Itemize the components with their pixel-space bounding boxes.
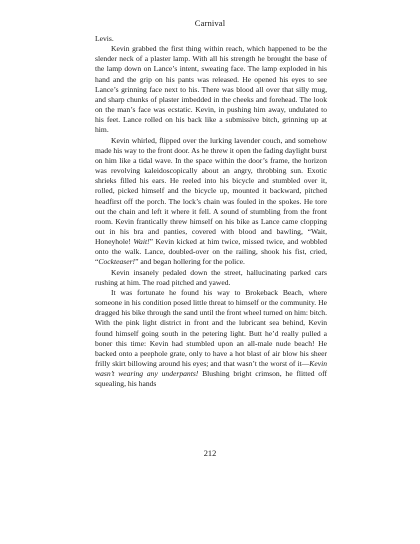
page-number: 212	[203, 449, 217, 458]
running-head: Carnival	[194, 18, 226, 28]
body-text	[95, 34, 327, 389]
italic-text-run: Wait!	[133, 237, 150, 247]
paragraph	[95, 268, 327, 288]
paragraph	[95, 288, 327, 390]
italic-text-run: Kevin wasn’t wearing any underpants!	[95, 359, 327, 379]
paragraph	[95, 34, 327, 44]
text-run: It was fortunate he found his way to Brokeback Beach, where someone in his condition posed little threat to himself or the community. He dragged his bike through the sand until the front wheel turned on him: bitch. With the pink light district in front and the lubricant sea behind, Kevin found himself going south in the petering light. Butt he’d really pulled a boner this time: Kevin had stumbled upon an all-male nude beach! He backed onto a peephole grate, only to have a hot blast of air blow his sheer frilly skirt billowing around his eyes; and that wasn’t the worst of it—	[95, 287, 327, 368]
paragraph	[95, 44, 327, 135]
text-run: ” Kevin kicked at him twice, missed twice, and wobbled onto the walk. Lance, doubled-over on the railing, shook his fist, cried, “	[95, 237, 328, 267]
paragraph	[95, 136, 327, 268]
text-run: Kevin insanely pedaled down the street, hallucinating parked cars rushing at him. The road pitched and yawed.	[95, 267, 327, 287]
italic-text-run: Cockteaser!	[98, 257, 136, 267]
text-run: ” and began hollering for the police.	[135, 257, 245, 267]
text-run: Blushing bright crimson, he flitted off squealing, his hands	[95, 369, 327, 389]
text-run: Levis.	[95, 34, 114, 43]
text-run: Kevin whirled, flipped over the lurking lavender couch, and somehow made his way to the front door. As he threw it open the fading daylight burst on him like a tidal wave. In the space within the door’s frame, the horizon was revolving kaleidoscopically about an angry, throbbing sun. Exotic shrieks filled his ears. He reeled into his bicycle and stumbled over it, rolled, picked himself and the bicycle up, mounted it backward, pitched headfirst off the porch. The lock’s chain was fouled in the spokes. He tore out the chain and left it where it fell. A sound of stumbling from the front room. Kevin frantically threw himself on his bike as Lance came clopping out in his bra and panties, covered with blood and bawling, “Wait, Honeyhole!	[95, 135, 327, 247]
text-run: Kevin grabbed the first thing within reach, which happened to be the slender neck of a plaster lamp. With all his strength he brought the base of the lamp down on Lance’s intent, sweating face. The lamp exploded in his hand and the grip on his pants was released. He opened his eyes to see Lance’s grinning face next to his. There was blood all over that silly mug, and sharp chunks of plaster imbedded in the cheeks and forehead. The look on the man’s face was ecstatic. Kevin, in pushing him away, undulated to his feet. Lance rolled on his back like a submissive bitch, grinning up at him.	[95, 44, 327, 135]
